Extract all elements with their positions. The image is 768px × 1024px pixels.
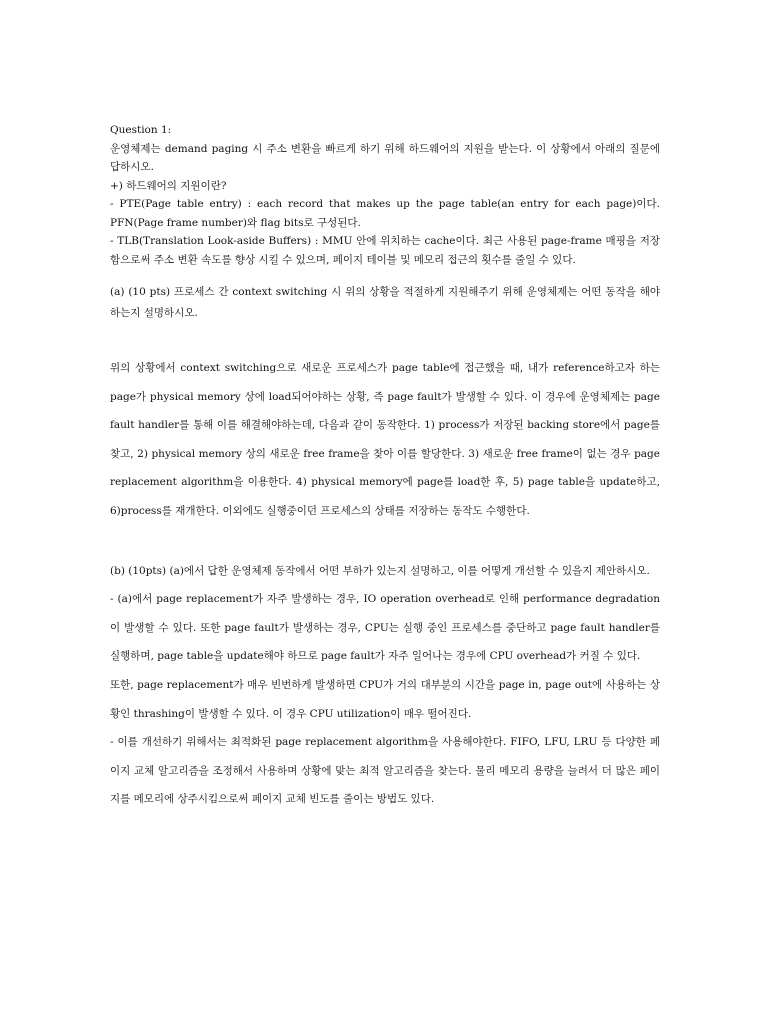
question-intro: 운영체제는 demand paging 시 주소 변환을 빠르게 하기 위해 하드웨어의 지원을 받는다. 이 상황에서 아래의 질문에 답하시오. — [110, 142, 660, 173]
part-b-block — [110, 557, 660, 814]
pte-description: - PTE(Page table entry) : each record that makes up the page table(an entry for each page)이다. PFN(Page frame number)와 flag bits로 구성된다. — [110, 198, 660, 229]
part-a-answer: 위의 상황에서 context switching으로 새로운 프로세스가 page table에 접근했을 때, 내가 reference하고자 하는 page가 physical memory 상에 load되어야하는 상황, 즉 page fault가 발생할 수 있다. 이 경우에 운영체제는 page fault handler를 통해 이를 해결해야하는데, 다음과 같이 동작한다. 1) process가 저장된 backing store에서 page를 찾고, 2) physical memory 상의 새로운 free frame을 찾아 이를 할당한다. 3) 새로운 free frame이 없는 경우 page replacement algorithm을 이용한다. 4) physical memory에 page를 load한 후, 5) page table을 update하고, 6)process를 재개한다. 이외에도 실행중이던 프로세스의 상태를 저장하는 동작도 수행한다. — [110, 362, 660, 517]
part-b-question: (b) (10pts) (a)에서 답한 운영체제 동작에서 어떤 부하가 있는지 설명하고, 이를 어떻게 개선할 수 있을지 제안하시오. — [110, 564, 650, 577]
part-b-answer-thrashing: 또한, page replacement가 매우 빈번하게 발생하면 CPU가 거의 대부분의 시간을 page in, page out에 사용하는 상황인 thrashing이 발생할 수 있다. 이 경우 CPU utilization이 매우 떨어진다. — [110, 678, 660, 720]
part-b-answer-improvement: - 이를 개선하기 위해서는 최적화된 page replacement algorithm을 사용해야한다. FIFO, LFU, LRU 등 다양한 페이지 교체 알고리즘을 조정해서 사용하며 상황에 맞는 최적 알고리즘을 찾는다. 물리 메모리 용량을 늘려서 더 많은 페이지를 메모리에 상주시킴으로써 페이지 교체 빈도를 줄이는 방법도 있다. — [110, 736, 660, 806]
part-a-question: (a) (10 pts) 프로세스 간 context switching 시 위의 상황을 적절하게 지원해주기 위해 운영체제는 어떤 동작을 해야하는지 설명하시오. — [110, 286, 660, 319]
part-a-question-block — [110, 282, 660, 324]
question-header — [110, 121, 660, 269]
document-body — [110, 121, 660, 814]
part-b-answer-overhead: - (a)에서 page replacement가 자주 발생하는 경우, IO operation overhead로 인해 performance degradation이 발생할 수 있다. 또한 page fault가 발생하는 경우, CPU는 실행 중인 프로세스를 중단하고 page fault handler를 실행하며, page table을 update해야 하므로 page fault가 자주 일어나는 경우에 CPU overhead가 커질 수 있다. — [110, 593, 660, 663]
question-title: Question 1: — [110, 124, 172, 136]
hardware-support-heading: +) 하드웨어의 지원이란? — [110, 179, 227, 192]
tlb-description: - TLB(Translation Look-aside Buffers) : MMU 안에 위치하는 cache이다. 최근 사용된 page-frame 매핑을 저장함으로써 주소 변환 속도를 향상 시킬 수 있으며, 페이지 테이블 및 메모리 접근의 횟수를 줄일 수 있다. — [110, 235, 660, 266]
part-a-answer-block — [110, 354, 660, 526]
